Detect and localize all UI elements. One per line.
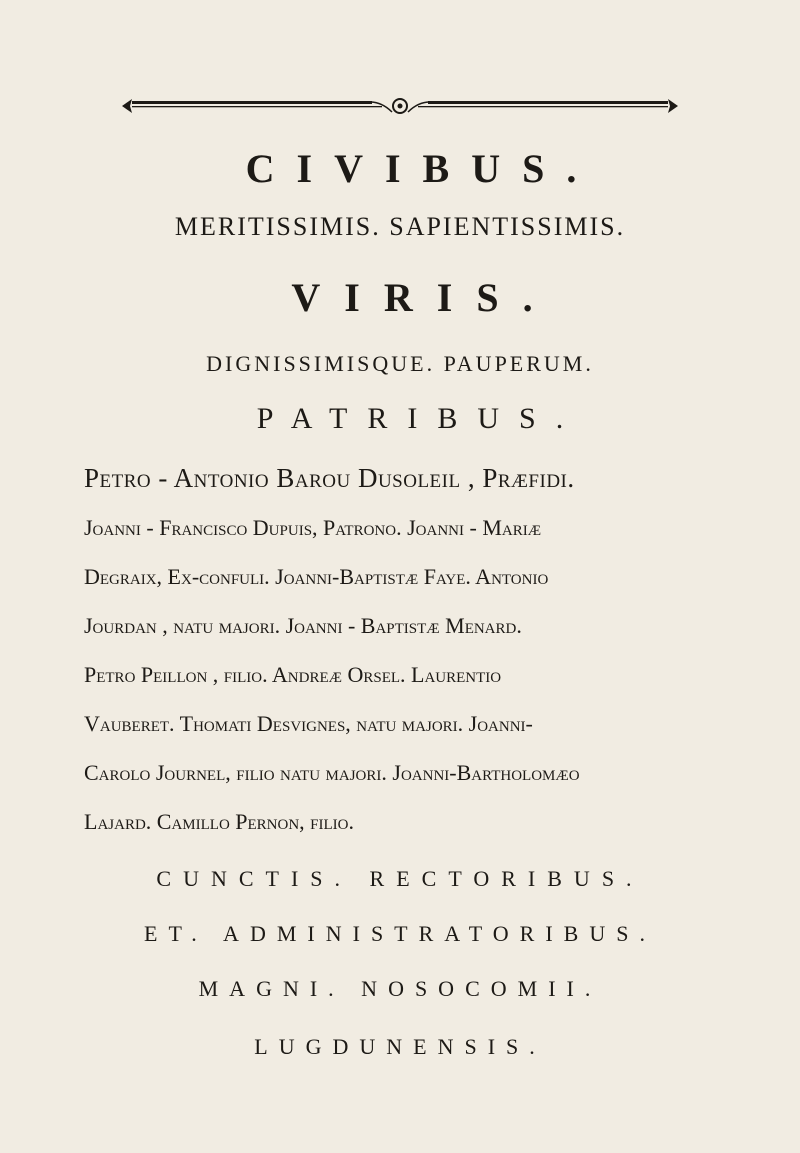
closing-administratoribus: ET. ADMINISTRATORIBUS. — [144, 921, 656, 946]
heading-meritissimis: MERITISSIMIS. SAPIENTISSIMIS. — [174, 212, 626, 241]
printers-rule-ornament-icon — [120, 86, 680, 126]
dedication-line-1: Petro - Antonio Barou Dusoleil , Præfidi. — [84, 463, 575, 493]
heading-patribus: PATRIBUS. — [256, 402, 584, 435]
dedication-line-7: Carolo Journel, filio natu majori. Joanni-Bartholomæo — [84, 760, 580, 785]
closing-cunctis-rectoribus: CUNCTIS. RECTORIBUS. — [156, 866, 644, 891]
heading-dignissimisque: DIGNISSIMISQUE. PAUPERUM. — [206, 351, 594, 376]
dedication-line-3: Degraix, Ex-confuli. Joanni-Baptistæ Faye. Antonio — [84, 564, 549, 589]
dedication-line-6: Vauberet. Thomati Desvignes, natu majori. Joanni- — [84, 711, 533, 736]
dedication-line-5: Petro Peillon , filio. Andreæ Orsel. Laurentio — [84, 662, 502, 687]
heading-civibus: CIVIBUS. — [245, 146, 599, 191]
dedication-line-2: Joanni - Francisco Dupuis, Patrono. Joanni - Mariæ — [84, 515, 542, 540]
heading-viris: VIRIS. — [291, 275, 557, 320]
dedication-line-4: Jourdan , natu majori. Joanni - Baptistæ Menard. — [84, 613, 522, 638]
closing-magni-nosocomii: MAGNI. NOSOCOMII. — [198, 976, 602, 1001]
closing-lugdunensis: LUGDUNENSIS. — [254, 1034, 546, 1059]
dedication-line-8: Lajard. Camillo Pernon, filio. — [84, 809, 355, 834]
